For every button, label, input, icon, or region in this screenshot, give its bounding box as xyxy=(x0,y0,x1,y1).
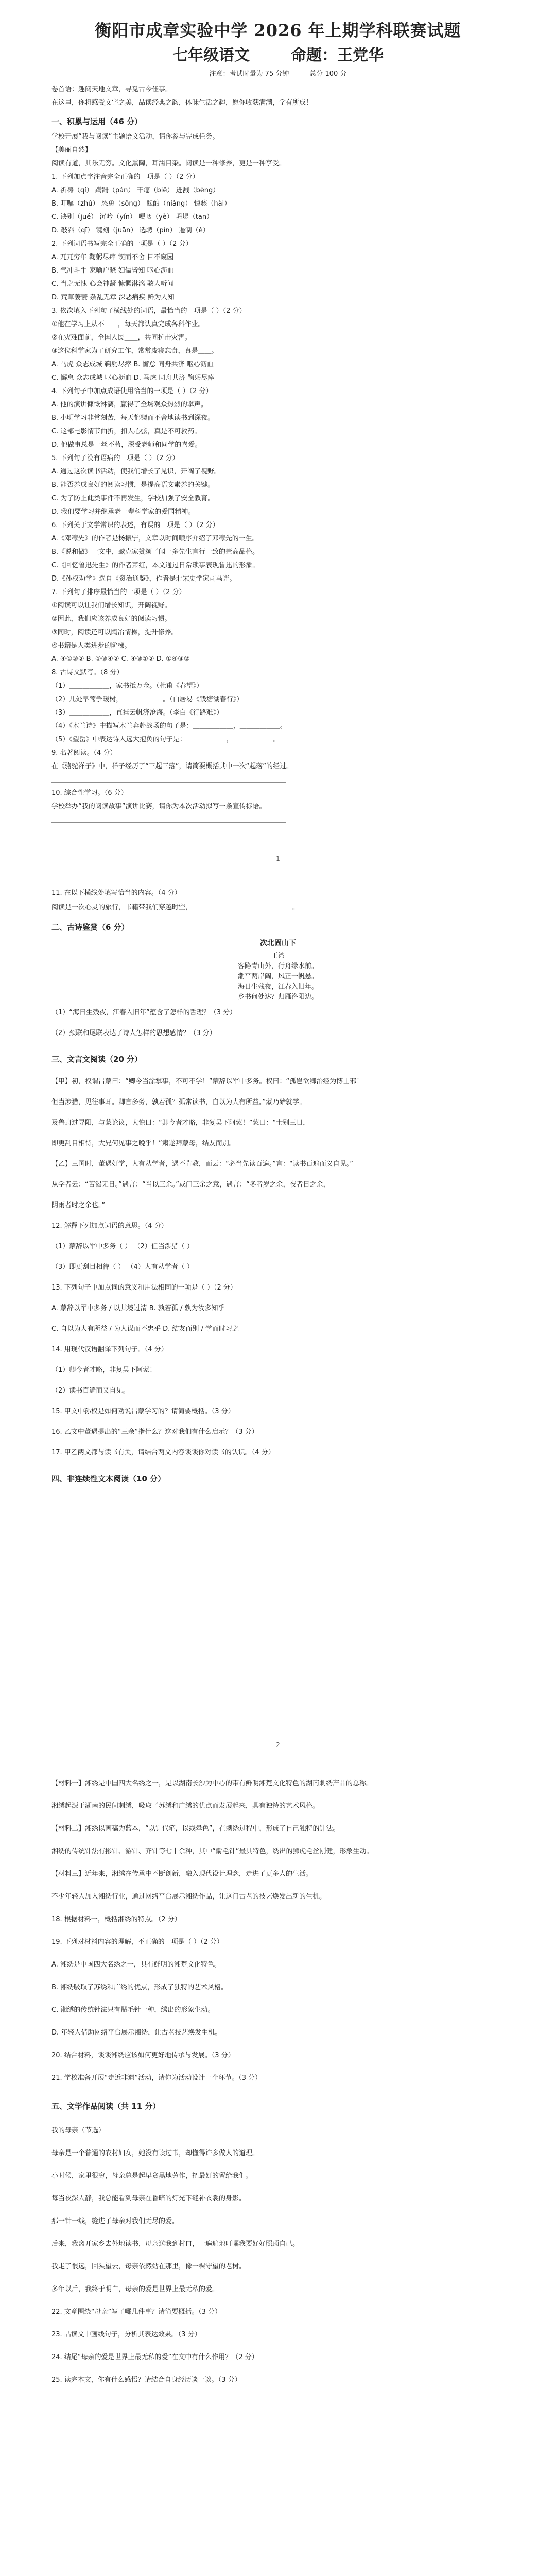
text-line: B. 湘绣吸取了苏绣和广绣的优点，形成了独特的艺术风格。 xyxy=(51,1984,228,1991)
total-score: 总分 100 分 xyxy=(309,70,347,78)
text-line: 24. 结尾“母亲的爱是世界上最无私的爱”在文中有什么作用？（2 分） xyxy=(51,2353,258,2361)
text-line: D.《孙权劝学》选自《资治通鉴》，作者是北宋史学家司马光。 xyxy=(51,575,236,583)
text-line: 学校举办“我的阅读故事”演讲比赛，请你为本次活动拟写一条宣传标语。 xyxy=(51,803,266,810)
text-line: 我的母亲（节选） xyxy=(51,2127,106,2134)
text-line: ①阅读可以让我们增长知识，开阔视野。 xyxy=(51,602,171,609)
text-line: （1）＿＿＿＿＿＿，家书抵万金。（杜甫《春望》） xyxy=(51,682,203,690)
text-line: ③这位科学家为了研究工作，常常废寝忘食，真是＿＿。 xyxy=(51,347,218,355)
text-line: 五、文学作品阅读（共 11 分） xyxy=(51,2102,161,2111)
grade-title: 七年级语文 xyxy=(172,46,250,64)
text-line: （1）卿今者才略，非复吴下阿蒙！ xyxy=(51,1366,157,1374)
text-line: C. 湘绣的传统针法只有鬅毛针一种，绣出的形象生动。 xyxy=(51,2006,215,2014)
text-line: D. 荒草萋萋 杂乱无章 深恶痛疾 鲜为人知 xyxy=(51,294,175,301)
text-line: 【材料二】湘绣以画稿为蓝本，“以针代笔，以线晕色”，在刺绣过程中，形成了自己独特的针法。 xyxy=(51,1825,340,1833)
text-line: 阅读是一次心灵的旅行，书籍带我们穿越时空，＿＿＿＿＿＿＿＿＿＿＿＿＿＿＿。 xyxy=(51,904,300,911)
text-line: ＿＿＿＿＿＿＿＿＿＿＿＿＿＿＿＿＿＿＿＿＿＿＿＿＿＿＿＿＿＿＿＿＿＿＿ xyxy=(51,816,286,824)
text-line: A. 蒙辞以军中多务 / 以其境过清 B. 孰若孤 / 孰为汝多知乎 xyxy=(51,1304,225,1312)
poem-line: 海日生残夜，江春入旧年。 xyxy=(237,983,318,991)
text-line: 每当夜深人静，我总能看到母亲在昏暗的灯光下缝补衣裳的身影。 xyxy=(51,2195,246,2202)
author-label: 命题：王党华 xyxy=(291,46,384,64)
text-line: A. 通过这次读书活动，使我们增长了见识，开阔了视野。 xyxy=(51,468,221,476)
text-line: 不少年轻人加入湘绣行业，通过网络平台展示湘绣作品，让这门古老的技艺焕发出新的生机。 xyxy=(51,1893,326,1901)
text-line: 12. 解释下列加点词语的意思。（4 分） xyxy=(51,1222,168,1230)
text-line: A. 祈祷（qí） 蹒跚（pán） 干瘪（biě） 迸溅（bèng） xyxy=(51,187,220,194)
text-line: 8. 古诗文默写。（8 分） xyxy=(51,669,124,676)
text-line: C. 当之无愧 心会神凝 慷慨淋漓 骇人听闻 xyxy=(51,280,174,288)
text-line: C.《回忆鲁迅先生》的作者萧红，本文通过日常琐事表现鲁迅的形象。 xyxy=(51,562,259,569)
text-line: （2）读书百遍而义自见。 xyxy=(51,1387,130,1395)
text-line: 多年以后，我终于明白，母亲的爱是世界上最无私的爱。 xyxy=(51,2285,219,2293)
text-line: （2）颈联和尾联表达了诗人怎样的思想感情？（3 分） xyxy=(51,1029,216,1037)
text-line: （1）“海日生残夜，江春入旧年”蕴含了怎样的哲理？（3 分） xyxy=(51,1009,237,1016)
text-line: D. 攲斜（qī） 镌刻（juān） 选聘（pìn） 遏制（è） xyxy=(51,227,210,234)
text-line: ②因此，我们应该养成良好的阅读习惯。 xyxy=(51,615,171,623)
text-line: A. 他的演讲慷慨淋漓，赢得了全场观众热烈的掌声。 xyxy=(51,401,207,409)
text-line: C. 这部电影情节曲折，扣人心弦，真是不可救药。 xyxy=(51,428,201,435)
text-line: B. 能否养成良好的阅读习惯，是提高语文素养的关键。 xyxy=(51,481,215,489)
text-line: 7. 下列句子排序最恰当的一项是（ ）（2 分） xyxy=(51,588,186,596)
text-line: （3）＿＿＿＿＿＿，直挂云帆济沧海。（李白《行路难》） xyxy=(51,709,223,717)
text-line: ①他在学习上从不＿＿，每天都认真完成各科作业。 xyxy=(51,320,205,328)
text-line: 湘绣的传统针法有掺针、游针、齐针等七十余种，其中“鬅毛针”最具特色，绣出的狮虎毛丝刚健，形象生动。 xyxy=(51,1848,373,1855)
text-line: A.《邓稼先》的作者是杨振宁，文章以时间顺序介绍了邓稼先的一生。 xyxy=(51,535,259,543)
text-line: ③同时，阅读还可以陶冶情操，提升修养。 xyxy=(51,629,178,636)
poem-line: 潮平两岸阔，风正一帆悬。 xyxy=(237,973,318,980)
text-line: 在《骆驼祥子》中，祥子经历了“三起三落”，请简要概括其中一次“起落”的经过。 xyxy=(51,762,293,770)
text-line: 5. 下列句子没有语病的一项是（ ）（2 分） xyxy=(51,454,179,462)
text-line: 【材料一】湘绣是中国四大名绣之一，是以湖南长沙为中心的带有鲜明湘楚文化特色的湖南刺绣产品的总称。 xyxy=(51,1780,373,1787)
text-line: A. ④①③② B. ①③④② C. ④③①② D. ①④③② xyxy=(51,655,190,663)
text-line: 在这里，你将感受文字之美，品读经典之韵，体味生活之趣，愿你收获满满，学有所成！ xyxy=(51,99,313,107)
text-line: A. 兀兀穷年 鞠躬尽瘁 锲而不舍 目不窥园 xyxy=(51,253,174,261)
text-line: C. 自以为大有所益 / 为人谋而不忠乎 D. 结友而别 / 学而时习之 xyxy=(51,1325,239,1333)
page-number: 1 xyxy=(276,855,280,862)
text-line: C. 懈怠 众志成城 呕心沥血 D. 马虎 同舟共济 鞠躬尽瘁 xyxy=(51,374,215,382)
text-line: 一、积累与运用（46 分） xyxy=(51,117,143,126)
text-line: 1. 下列加点字注音完全正确的一项是（ ）（2 分） xyxy=(51,173,199,181)
text-line: （3）即更刮目相待（ ） （4）人有从学者（ ） xyxy=(51,1263,194,1271)
text-line: 3. 依次填入下列句子横线处的词语，最恰当的一项是（ ）（2 分） xyxy=(51,307,246,315)
poem-line: 客路青山外，行舟绿水前。 xyxy=(237,962,318,970)
text-line: 我走了很远，回头望去，母亲依然站在那里，像一棵守望的老树。 xyxy=(51,2263,246,2270)
poem-title: 次北固山下 xyxy=(260,939,296,947)
text-line: 4. 下列句子中加点成语使用恰当的一项是（ ）（2 分） xyxy=(51,387,213,395)
exam-subtitle-row xyxy=(51,42,505,65)
poem-body xyxy=(51,961,505,1003)
time-note: 注意：考试时量为 75 分钟 xyxy=(209,70,289,78)
text-line: 从学者云：“苦渴无日。”遇言：“当以三余。”或问三余之意，遇言：“冬者岁之余，夜者日之余， xyxy=(51,1181,330,1189)
text-line: 即更刮目相待，大兄何见事之晚乎！”肃遂拜蒙母，结友而别。 xyxy=(51,1140,236,1147)
text-line: 20. 结合材料，谈谈湘绣应该如何更好地传承与发展。（3 分） xyxy=(51,2052,235,2059)
text-line: 阅读有道，其乐无穷。文化熏陶，耳濡目染。阅读是一种修养，更是一种享受。 xyxy=(51,160,286,167)
text-line: 四、非连续性文本阅读（10 分） xyxy=(51,1474,166,1483)
text-line: 13. 下列句子中加点词的意义和用法相同的一项是（ ）（2 分） xyxy=(51,1284,237,1292)
text-line: 但当涉猎，见往事耳。卿言多务，孰若孤？孤常读书，自以为大有所益。”蒙乃始就学。 xyxy=(51,1098,306,1106)
text-line: ＿＿＿＿＿＿＿＿＿＿＿＿＿＿＿＿＿＿＿＿＿＿＿＿＿＿＿＿＿＿＿＿＿＿＿ xyxy=(51,776,286,784)
text-line: 6. 下列关于文学常识的表述，有误的一项是（ ）（2 分） xyxy=(51,521,219,529)
text-line: 二、古诗鉴赏（6 分） xyxy=(51,923,129,932)
text-line: B. 叮嘱（zhǔ） 怂恿（sǒng） 酝酿（niàng） 惊骇（hài） xyxy=(51,200,231,208)
text-line: 15. 甲文中孙权是如何劝说吕蒙学习的？请简要概括。（3 分） xyxy=(51,1408,235,1415)
text-line: C. 诀别（jué） 沉吟（yín） 哽咽（yè） 坍塌（tān） xyxy=(51,213,214,221)
exam-meta xyxy=(51,68,505,78)
text-line: 18. 根据材料一，概括湘绣的特点。（2 分） xyxy=(51,1916,181,1923)
poem-line: 乡书何处达？归雁洛阳边。 xyxy=(237,993,318,1001)
text-line: D. 年轻人借助网络平台展示湘绣，让古老技艺焕发生机。 xyxy=(51,2029,222,2037)
text-line: 25. 读完本文，你有什么感悟？请结合自身经历谈一谈。（3 分） xyxy=(51,2376,241,2384)
text-line: A. 湘绣是中国四大名绣之一，具有鲜明的湘楚文化特色。 xyxy=(51,1961,221,1969)
exam-school-title: 衡阳市成章实验中学 2026 年上期学科联赛试题 xyxy=(95,21,461,40)
text-line: 湘绣起源于湖南的民间刺绣，吸取了苏绣和广绣的优点而发展起来，具有独特的艺术风格。 xyxy=(51,1802,320,1810)
page2-content-a xyxy=(51,886,505,935)
page3-content xyxy=(51,1772,505,2392)
text-line: D. 他做事总是一丝不苟，深受老师和同学的喜爱。 xyxy=(51,441,202,449)
text-line: B.《说和做》一文中，臧克家赞颂了闻一多先生言行一致的崇高品格。 xyxy=(51,548,259,556)
text-line: 【乙】三国时，董遇好学，人有从学者，遇不肯教，而云：“必当先读百遍。”言：“读书百遍而义自见。” xyxy=(51,1160,353,1168)
text-line: B. 小明学习非常刻苦，每天都锲而不舍地读书到深夜。 xyxy=(51,414,215,422)
text-line: 【美丽自然】 xyxy=(51,146,92,154)
exam-page-3 xyxy=(51,1772,505,2576)
text-line: B. 气冲斗牛 家喻户晓 妇儒皆知 呕心沥血 xyxy=(51,267,174,275)
text-line: 及鲁肃过寻阳，与蒙论议，大惊曰：“卿今者才略，非复吴下阿蒙！”蒙曰：“士别三日， xyxy=(51,1119,310,1127)
text-line: 三、文言文阅读（20 分） xyxy=(51,1055,143,1064)
text-line: A. 马虎 众志成城 鞠躬尽瘁 B. 懈怠 同舟共济 呕心沥血 xyxy=(51,361,214,368)
exam-page-2 xyxy=(51,886,505,1752)
text-line: 学校开展“我与阅读”主题语文活动，请你参与完成任务。 xyxy=(51,133,219,141)
text-line: ④书籍是人类进步的阶梯。 xyxy=(51,642,131,650)
text-line: D. 我们要学习并继承老一辈科学家的爱国精神。 xyxy=(51,508,195,516)
text-line: ②在灾难面前，全国人民＿＿，共同抗击灾害。 xyxy=(51,334,192,342)
text-line: 16. 乙文中董遇提出的“三余”指什么？这对我们有什么启示？（3 分） xyxy=(51,1428,258,1436)
page-number: 2 xyxy=(276,1741,280,1749)
page1-content xyxy=(51,83,505,827)
text-line: 那一针一线，缝进了母亲对我们无尽的爱。 xyxy=(51,2217,179,2225)
text-line: 17. 甲乙两文都与读书有关，请结合两文内容谈谈你对读书的认识。（4 分） xyxy=(51,1449,275,1456)
text-line: 23. 品读文中画线句子，分析其表达效果。（3 分） xyxy=(51,2331,201,2338)
poem-author: 王湾 xyxy=(271,952,285,960)
text-line: 【甲】初，权谓吕蒙曰：“卿今当涂掌事，不可不学！”蒙辞以军中多务。权曰：“孤岂欲卿治经为博士邪！ xyxy=(51,1078,363,1086)
exam-page-1 xyxy=(51,15,505,866)
text-line: C. 为了防止此类事件不再发生，学校加强了安全教育。 xyxy=(51,495,215,502)
text-line: （2）几处早莺争暖树，＿＿＿＿＿＿。（白居易《钱塘湖春行》） xyxy=(51,696,244,703)
text-line: 9. 名著阅读。（4 分） xyxy=(51,749,117,757)
text-line: 小时候，家里很穷，母亲总是起早贪黑地劳作，把最好的留给我们。 xyxy=(51,2172,253,2180)
text-line: （1）蒙辞以军中多务（ ） （2）但当涉猎（ ） xyxy=(51,1243,194,1250)
text-line: （5）《望岳》中表达诗人远大抱负的句子是：＿＿＿＿＿＿，＿＿＿＿＿＿。 xyxy=(51,736,280,743)
text-line: 11. 在以下横线处填写恰当的内容。（4 分） xyxy=(51,889,181,897)
text-line: 14. 用现代汉语翻译下列句子。（4 分） xyxy=(51,1346,168,1353)
text-line: 卷首语：趣阅天地文章，寻觅古今佳事。 xyxy=(51,86,172,93)
text-line: 10. 综合性学习。（6 分） xyxy=(51,789,128,797)
text-line: 【材料三】近年来，湘绣在传承中不断创新，融入现代设计理念，走进了更多人的生活。 xyxy=(51,1870,313,1878)
text-line: 2. 下列词语书写完全正确的一项是（ ）（2 分） xyxy=(51,240,193,248)
text-line: （4）《木兰诗》中描写木兰奔赴战场的句子是：＿＿＿＿＿＿，＿＿＿＿＿＿。 xyxy=(51,722,287,730)
text-line: 阴雨者时之余也。” xyxy=(51,1201,106,1209)
text-line: 母亲是一个普通的农村妇女，她没有读过书，却懂得许多做人的道理。 xyxy=(51,2149,259,2157)
text-line: 21. 学校准备开展“走近非遗”活动，请你为活动设计一个环节。（3 分） xyxy=(51,2074,262,2082)
text-line: 后来，我离开家乡去外地读书，母亲送我到村口，一遍遍地叮嘱我要好好照顾自己。 xyxy=(51,2240,300,2248)
text-line: 22. 文章围绕“母亲”写了哪几件事？请简要概括。（3 分） xyxy=(51,2308,222,2316)
text-line: 19. 下列对材料内容的理解，不正确的一项是（ ）（2 分） xyxy=(51,1938,223,1946)
page2-content-b xyxy=(51,1003,505,1489)
